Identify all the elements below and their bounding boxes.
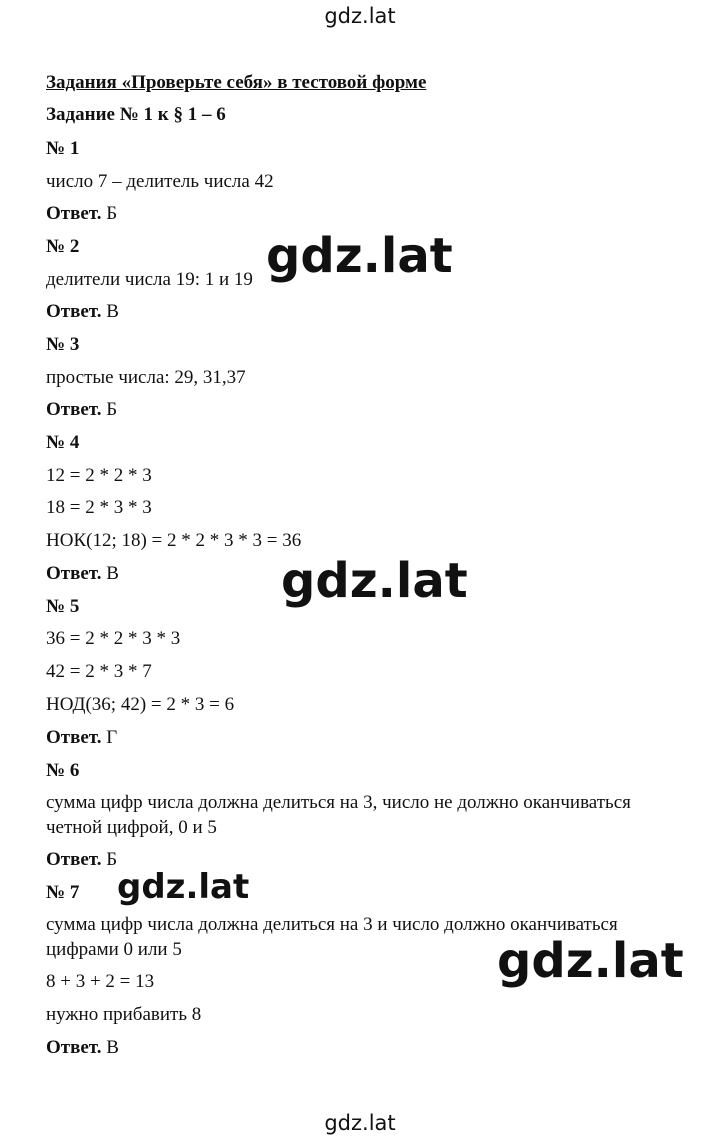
problem-text: делители числа 19: 1 и 19: [46, 269, 253, 290]
answer-value: В: [106, 563, 119, 584]
problem-number: № 3: [46, 334, 80, 355]
problem-text: 42 = 2 * 3 * 7: [46, 661, 152, 682]
answer-line: [46, 849, 117, 871]
answer-line: [46, 399, 117, 421]
watermark: gdz.lat: [497, 933, 684, 989]
answer-label: Ответ.: [46, 727, 102, 748]
problem-text: НОК(12; 18) = 2 * 2 * 3 * 3 = 36: [46, 530, 302, 551]
document-title: Задания «Проверьте себя» в тестовой форме: [46, 72, 427, 93]
answer-value: Б: [106, 849, 118, 870]
answer-value: Г: [106, 727, 118, 748]
problem-text: четной цифрой, 0 и 5: [46, 817, 217, 838]
answer-label: Ответ.: [46, 399, 102, 420]
problem-number: № 2: [46, 236, 80, 257]
answer-line: [46, 1037, 119, 1059]
problem-number: № 4: [46, 432, 80, 453]
watermark: gdz.lat: [117, 867, 250, 907]
site-footer: gdz.lat: [324, 1111, 396, 1135]
answer-line: [46, 727, 117, 749]
answer-value: В: [106, 301, 119, 322]
problem-text: 18 = 2 * 3 * 3: [46, 497, 152, 518]
problem-text: НОД(36; 42) = 2 * 3 = 6: [46, 694, 235, 715]
problem-text: сумма цифр числа должна делиться на 3 и число должно оканчиваться: [46, 914, 618, 935]
problem-text: 12 = 2 * 2 * 3: [46, 465, 152, 486]
answer-line: [46, 203, 117, 225]
watermark: gdz.lat: [266, 228, 453, 284]
answer-label: Ответ.: [46, 563, 102, 584]
problem-text: 36 = 2 * 2 * 3 * 3: [46, 628, 181, 649]
watermark: gdz.lat: [281, 553, 468, 609]
problem-number: № 7: [46, 882, 80, 903]
problem-number: № 6: [46, 760, 80, 781]
task-heading: Задание № 1 к § 1 – 6: [46, 104, 226, 125]
answer-value: В: [106, 1037, 119, 1058]
answer-line: [46, 563, 119, 585]
problem-text: цифрами 0 или 5: [46, 939, 182, 960]
problem-text: нужно прибавить 8: [46, 1004, 202, 1025]
answer-label: Ответ.: [46, 301, 102, 322]
problem-number: № 1: [46, 138, 80, 159]
problem-text: простые числа: 29, 31,37: [46, 367, 246, 388]
problem-number: № 5: [46, 596, 80, 617]
problem-text: число 7 – делитель числа 42: [46, 171, 274, 192]
answer-label: Ответ.: [46, 849, 102, 870]
answer-value: Б: [106, 399, 118, 420]
answer-value: Б: [106, 203, 118, 224]
problem-text: 8 + 3 + 2 = 13: [46, 971, 155, 992]
problem-text: сумма цифр числа должна делиться на 3, число не должно оканчиваться: [46, 792, 631, 813]
site-header: gdz.lat: [324, 4, 396, 28]
answer-label: Ответ.: [46, 1037, 102, 1058]
answer-line: [46, 301, 119, 323]
answer-label: Ответ.: [46, 203, 102, 224]
